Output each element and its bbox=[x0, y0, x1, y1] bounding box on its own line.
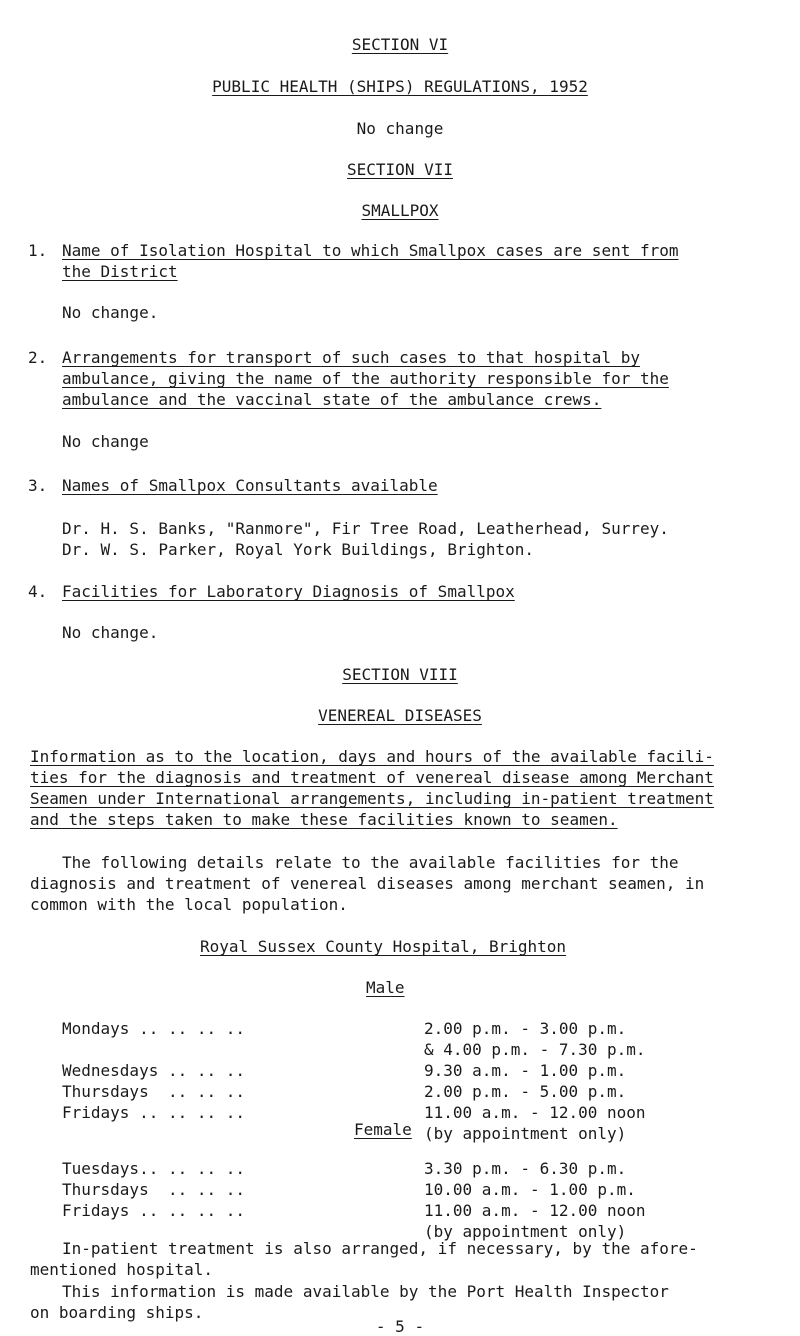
male-row-5-time: 11.00 a.m. - 12.00 noon bbox=[424, 1103, 646, 1122]
intro-line-4: and the steps taken to make these facilities known to seamen. bbox=[30, 810, 618, 829]
item-4-number: 4. bbox=[28, 582, 48, 601]
section-7-heading: SECTION VII bbox=[347, 160, 453, 179]
section-6-title: PUBLIC HEALTH (SHIPS) REGULATIONS, 1952 bbox=[212, 77, 588, 96]
male-label: Male bbox=[366, 978, 405, 997]
male-row-1-time: 2.00 p.m. - 3.00 p.m. bbox=[424, 1019, 627, 1038]
male-row-4-time: 2.00 p.m. - 5.00 p.m. bbox=[424, 1082, 627, 1101]
section-6-body: No change bbox=[356, 119, 444, 138]
item-1-title-line-1: Name of Isolation Hospital to which Smallpox cases are sent from bbox=[62, 241, 679, 260]
item-3-title: Names of Smallpox Consultants available bbox=[62, 476, 438, 495]
item-2-number: 2. bbox=[28, 348, 48, 367]
female-row-2-day: Thursdays .. .. .. bbox=[62, 1180, 246, 1199]
female-row-4-time: (by appointment only) bbox=[424, 1222, 627, 1241]
item-4-title: Facilities for Laboratory Diagnosis of Smallpox bbox=[62, 582, 515, 601]
para-2-line-1: In-patient treatment is also arranged, if necessary, by the afore- bbox=[62, 1239, 698, 1258]
male-row-4-day: Thursdays .. .. .. bbox=[62, 1082, 246, 1101]
item-2-title-line-3: ambulance and the vaccinal state of the ambulance crews. bbox=[62, 390, 602, 409]
section-8-heading: SECTION VIII bbox=[342, 665, 458, 684]
para-1-line-3: common with the local population. bbox=[30, 895, 348, 914]
male-row-6-time: (by appointment only) bbox=[424, 1124, 627, 1143]
item-2-title-line-2: ambulance, giving the name of the authority responsible for the bbox=[62, 369, 669, 388]
female-row-3-time: 11.00 a.m. - 12.00 noon bbox=[424, 1201, 646, 1220]
item-1-number: 1. bbox=[28, 241, 48, 260]
female-row-3-day: Fridays .. .. .. .. bbox=[62, 1201, 246, 1220]
male-row-2-time: & 4.00 p.m. - 7.30 p.m. bbox=[424, 1040, 646, 1059]
item-3-number: 3. bbox=[28, 476, 48, 495]
intro-line-2: ties for the diagnosis and treatment of venereal disease among Merchant bbox=[30, 768, 714, 787]
intro-line-1: Information as to the location, days and hours of the available facili- bbox=[30, 747, 714, 766]
item-1-body: No change. bbox=[62, 303, 159, 322]
page-number: - 5 - bbox=[375, 1317, 425, 1336]
female-label: Female bbox=[354, 1120, 412, 1139]
male-row-1-day: Mondays .. .. .. .. bbox=[62, 1019, 246, 1038]
section-8-title: VENEREAL DISEASES bbox=[318, 706, 482, 725]
para-3-line-1: This information is made available by the Port Health Inspector bbox=[62, 1282, 669, 1301]
para-1-line-2: diagnosis and treatment of venereal diseases among merchant seamen, in bbox=[30, 874, 705, 893]
para-3-line-2: on boarding ships. bbox=[30, 1303, 204, 1322]
para-2-line-2: mentioned hospital. bbox=[30, 1260, 214, 1279]
item-3-body-line-2: Dr. W. S. Parker, Royal York Buildings, Brighton. bbox=[62, 540, 535, 559]
female-row-1-day: Tuesdays.. .. .. .. bbox=[62, 1159, 246, 1178]
item-3-body-line-1: Dr. H. S. Banks, "Ranmore", Fir Tree Road, Leatherhead, Surrey. bbox=[62, 519, 669, 538]
item-1-title-line-2: the District bbox=[62, 262, 178, 281]
item-4-body: No change. bbox=[62, 623, 159, 642]
male-row-3-day: Wednesdays .. .. .. bbox=[62, 1061, 246, 1080]
hospital-name: Royal Sussex County Hospital, Brighton bbox=[200, 937, 567, 956]
section-6-heading: SECTION VI bbox=[351, 35, 449, 54]
intro-line-3: Seamen under International arrangements, including in-patient treatment bbox=[30, 789, 714, 808]
male-row-3-time: 9.30 a.m. - 1.00 p.m. bbox=[424, 1061, 627, 1080]
section-7-title: SMALLPOX bbox=[361, 201, 439, 220]
female-row-2-time: 10.00 a.m. - 1.00 p.m. bbox=[424, 1180, 636, 1199]
item-2-body: No change bbox=[62, 432, 149, 451]
item-2-title-line-1: Arrangements for transport of such cases to that hospital by bbox=[62, 348, 640, 367]
female-row-1-time: 3.30 p.m. - 6.30 p.m. bbox=[424, 1159, 627, 1178]
para-1-line-1: The following details relate to the available facilities for the bbox=[62, 853, 679, 872]
male-row-5-day: Fridays .. .. .. .. bbox=[62, 1103, 246, 1122]
